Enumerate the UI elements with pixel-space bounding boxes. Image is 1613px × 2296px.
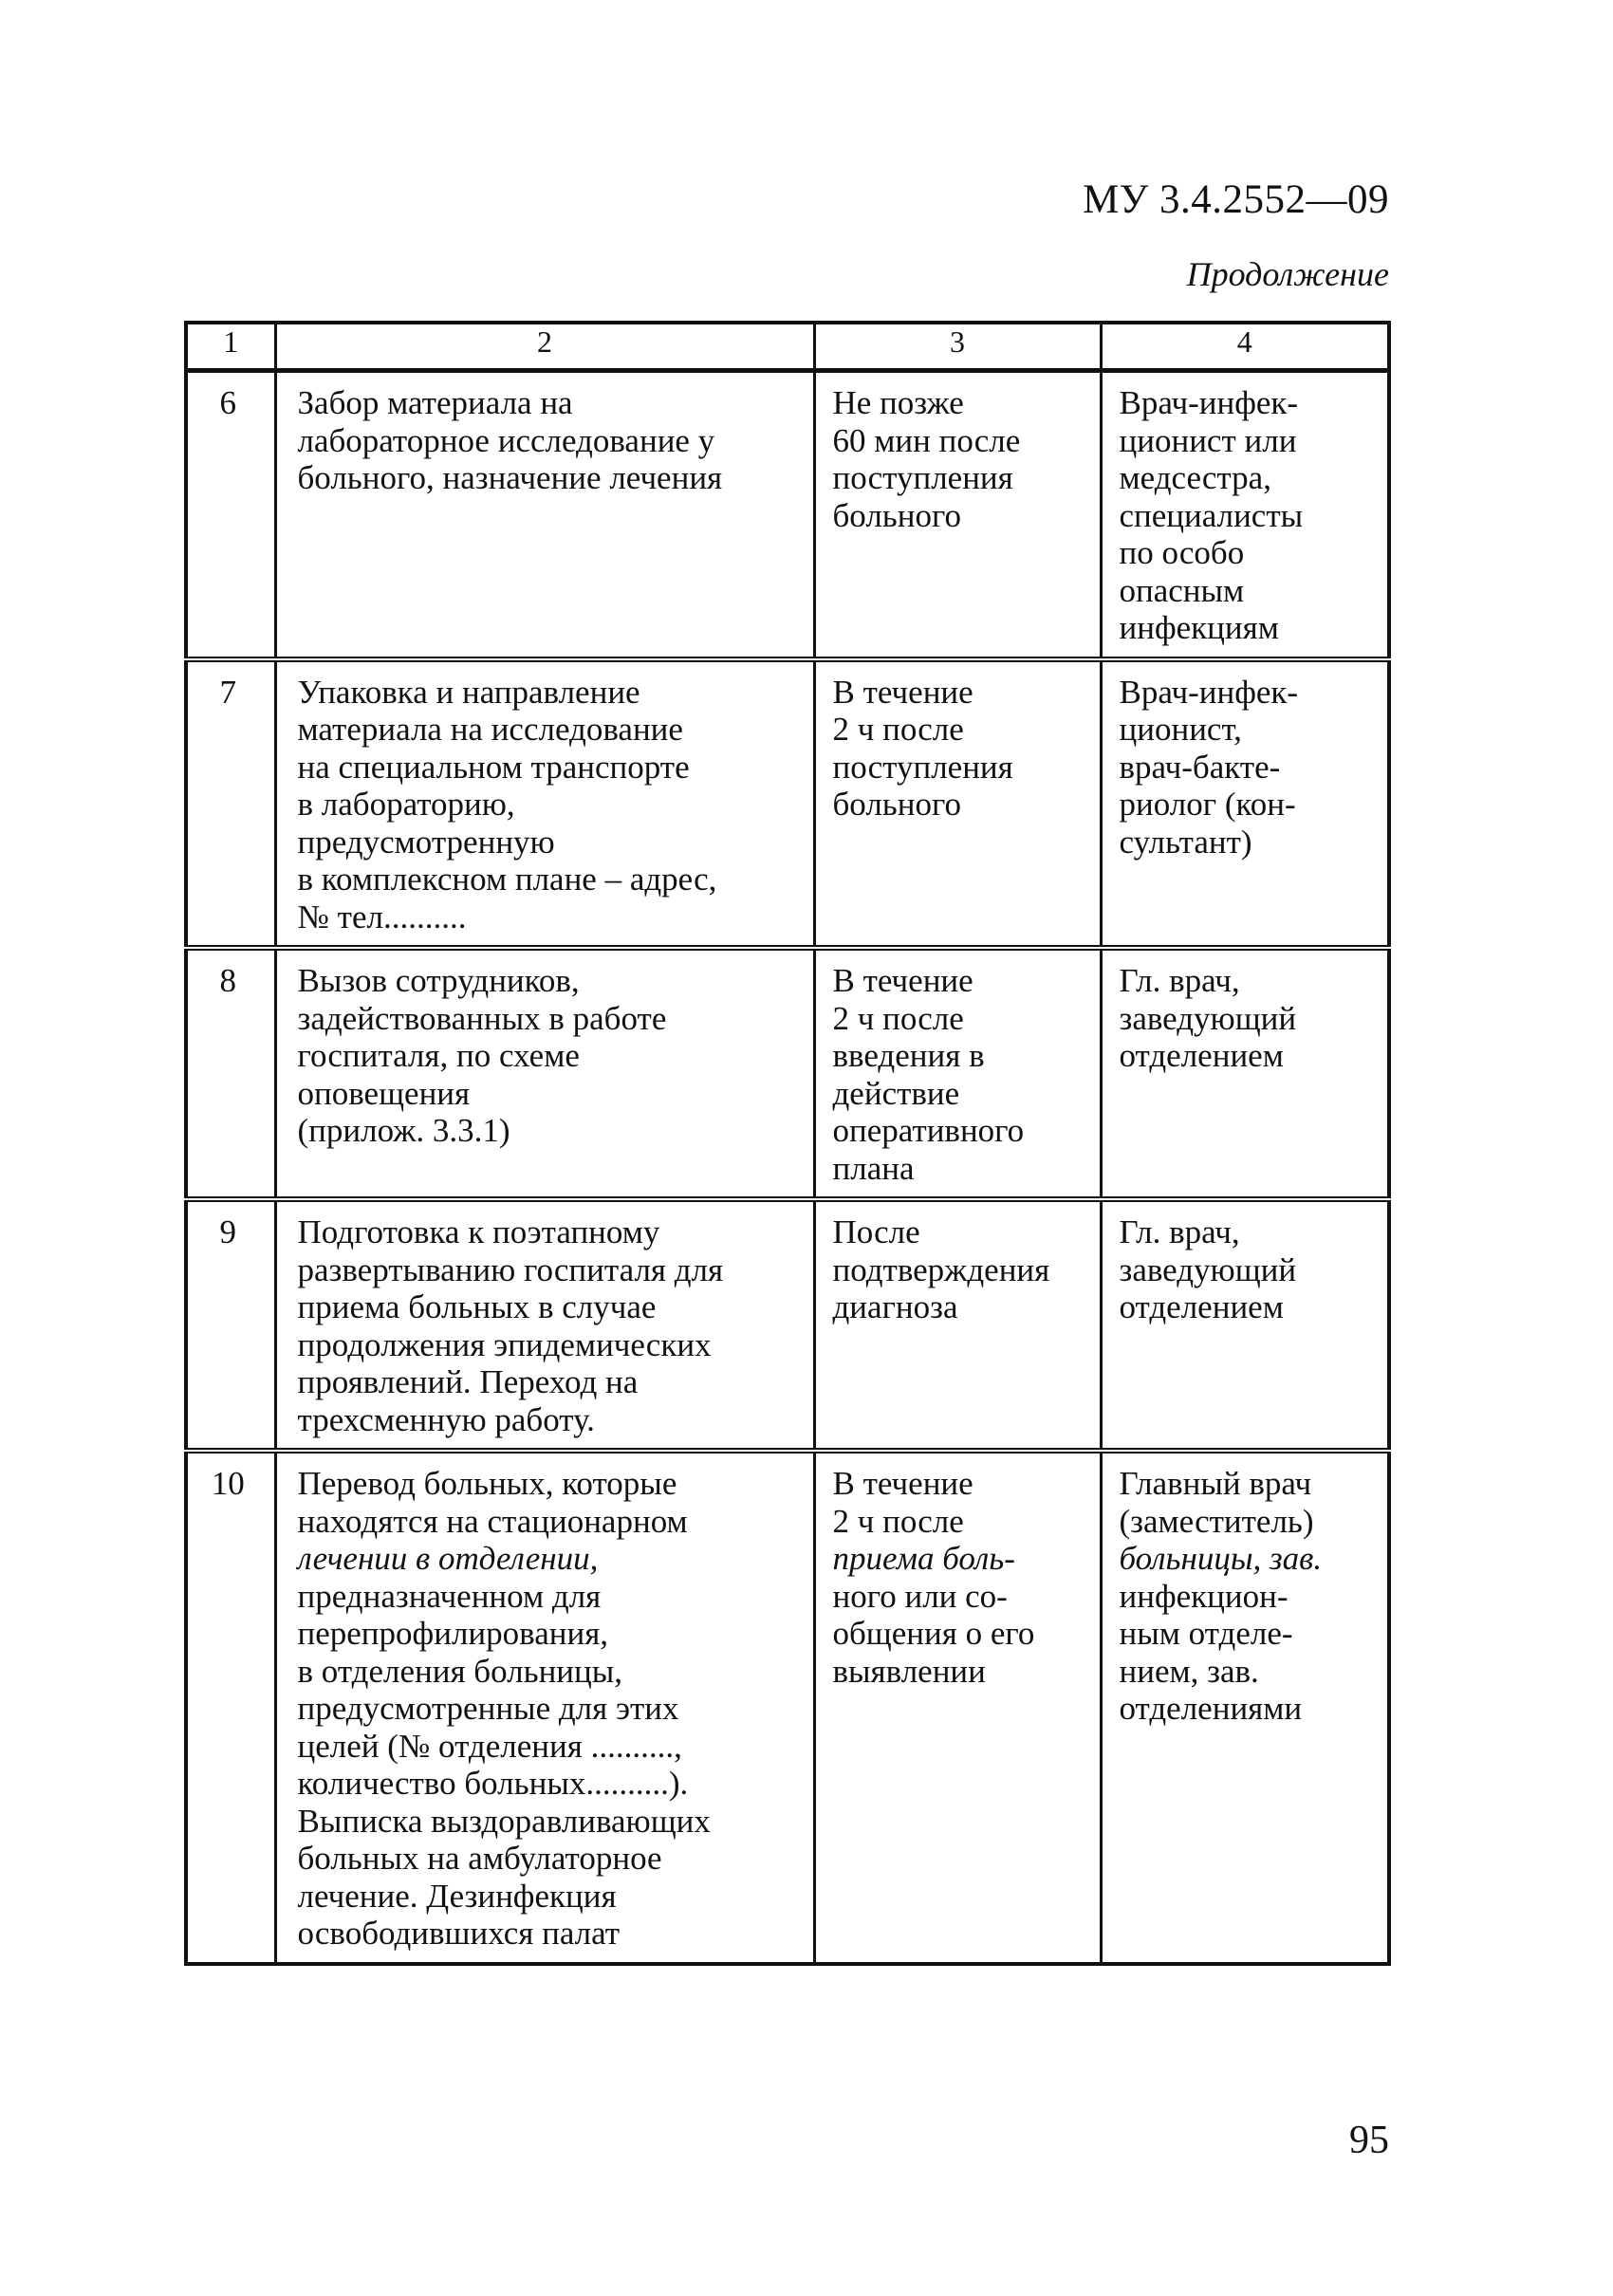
action-cell-line: перепрофилирования, bbox=[297, 1615, 609, 1652]
responsible-cell-line: Гл. врач, bbox=[1119, 962, 1240, 999]
responsible-cell-line: заведующий bbox=[1119, 1250, 1297, 1288]
timing-cell-line: В течение bbox=[832, 1465, 973, 1502]
responsible-cell-line: медсестра, bbox=[1119, 459, 1271, 496]
action-cell-line: больного, назначение лечения bbox=[297, 459, 723, 496]
responsible-cell-line: ным отделе- bbox=[1119, 1615, 1293, 1652]
responsible-cell-line: сультант) bbox=[1119, 823, 1252, 861]
timing-cell-line: оперативного bbox=[832, 1112, 1025, 1149]
table-body bbox=[186, 371, 1389, 1964]
timing-cell-line: 60 мин после bbox=[832, 421, 1021, 459]
action-cell-line: (прилож. 3.3.1) bbox=[297, 1112, 510, 1149]
responsible-cell-line: Гл. врач, bbox=[1119, 1213, 1240, 1250]
column-header-2: 2 bbox=[275, 323, 814, 371]
action-cell bbox=[275, 1199, 814, 1451]
table-row bbox=[186, 948, 1389, 1199]
timing-cell-line: приема боль- bbox=[832, 1540, 1015, 1577]
responsible-cell-line: ционист, bbox=[1119, 711, 1242, 748]
table-header bbox=[186, 323, 1389, 371]
action-cell-line: предусмотренные для этих bbox=[297, 1690, 679, 1727]
timing-cell-line: плана bbox=[832, 1149, 915, 1187]
table-row bbox=[186, 1199, 1389, 1451]
header-row bbox=[186, 323, 1389, 371]
responsible-cell-line: по особо bbox=[1119, 534, 1245, 571]
responsible-cell-line: отделением bbox=[1119, 1037, 1284, 1074]
action-cell-line: на специальном транспорте bbox=[297, 748, 690, 786]
action-cell-line: в отделения больницы, bbox=[297, 1652, 623, 1690]
action-cell bbox=[275, 948, 814, 1199]
timing-cell-line: больного bbox=[832, 496, 961, 534]
responsible-cell bbox=[1101, 659, 1389, 949]
measures-table-container bbox=[184, 321, 1387, 1966]
column-header-4: 4 bbox=[1101, 323, 1389, 371]
timing-cell-line: 2 ч после bbox=[832, 999, 964, 1037]
timing-cell-line: действие bbox=[832, 1074, 960, 1112]
action-cell-line: лабораторное исследование у bbox=[297, 421, 715, 459]
responsible-cell-line: врач-бакте- bbox=[1119, 748, 1281, 786]
responsible-cell-line: заведующий bbox=[1119, 999, 1297, 1037]
responsible-cell-line: нием, зав. bbox=[1119, 1652, 1259, 1690]
action-cell-line: Перевод больных, которые bbox=[297, 1465, 677, 1502]
action-cell-line: № тел.......... bbox=[297, 898, 467, 935]
responsible-cell-line: риолог (кон- bbox=[1119, 786, 1296, 823]
timing-cell bbox=[814, 371, 1101, 659]
column-header-1: 1 bbox=[186, 323, 275, 371]
action-cell-line: развертыванию госпиталя для bbox=[297, 1250, 724, 1288]
responsible-cell-line: специалисты bbox=[1119, 496, 1304, 534]
responsible-cell-line: больницы, зав. bbox=[1119, 1540, 1323, 1577]
action-cell-line: количество больных..........). bbox=[297, 1765, 689, 1802]
action-cell-line: в комплексном плане – адрес, bbox=[297, 861, 717, 898]
action-cell-line: в лабораторию, bbox=[297, 786, 515, 823]
action-cell-line: лечении в отделении, bbox=[297, 1540, 599, 1577]
timing-cell-line: диагноза bbox=[832, 1288, 958, 1325]
action-cell bbox=[275, 1451, 814, 1964]
action-cell bbox=[275, 371, 814, 659]
action-cell-line: продолжения эпидемических bbox=[297, 1325, 712, 1363]
action-cell-line: больных на амбулаторное bbox=[297, 1840, 662, 1877]
action-cell-line: проявлений. Переход на bbox=[297, 1363, 639, 1400]
timing-cell-line: В течение bbox=[832, 962, 973, 999]
action-cell-line: Забор материала на bbox=[297, 384, 573, 421]
timing-cell-line: ного или со- bbox=[832, 1577, 1008, 1615]
action-cell-line: лечение. Дезинфекция bbox=[297, 1877, 617, 1915]
action-cell-line: находятся на стационарном bbox=[297, 1502, 688, 1540]
action-cell-line: предназначенном для bbox=[297, 1577, 602, 1615]
timing-cell-line: Не позже bbox=[832, 384, 964, 421]
continuation-label: Продолжение bbox=[1186, 255, 1389, 293]
column-header-3: 3 bbox=[814, 323, 1101, 371]
timing-cell-line: общения о его bbox=[832, 1615, 1035, 1652]
responsible-cell-line: отделением bbox=[1119, 1288, 1284, 1325]
responsible-cell-line: инфекциям bbox=[1119, 609, 1279, 646]
row-number: 8 bbox=[186, 948, 275, 1199]
timing-cell-line: После bbox=[832, 1213, 920, 1250]
action-cell-line: Подготовка к поэтапному bbox=[297, 1213, 660, 1250]
page-number: 95 bbox=[1349, 2119, 1389, 2162]
row-number: 9 bbox=[186, 1199, 275, 1451]
action-cell-line: предусмотренную bbox=[297, 823, 555, 861]
action-cell-line: госпиталя, по схеме bbox=[297, 1037, 580, 1074]
responsible-cell-line: ционист или bbox=[1119, 421, 1297, 459]
action-cell-line: Вызов сотрудников, bbox=[297, 962, 580, 999]
timing-cell-line: введения в bbox=[832, 1037, 985, 1074]
responsible-cell-line: Врач-инфек- bbox=[1119, 384, 1299, 421]
action-cell-line: целей (№ отделения .........., bbox=[297, 1727, 682, 1765]
responsible-cell bbox=[1101, 1199, 1389, 1451]
action-cell-line: приема больных в случае bbox=[297, 1288, 657, 1325]
timing-cell-line: подтверждения bbox=[832, 1250, 1050, 1288]
timing-cell-line: 2 ч после bbox=[832, 1502, 964, 1540]
timing-cell-line: выявлении bbox=[832, 1652, 986, 1690]
timing-cell bbox=[814, 1199, 1101, 1451]
timing-cell-line: 2 ч после bbox=[832, 711, 964, 748]
responsible-cell-line: отделениями bbox=[1119, 1690, 1303, 1727]
timing-cell-line: поступления bbox=[832, 748, 1013, 786]
responsible-cell-line: Врач-инфек- bbox=[1119, 673, 1299, 711]
responsible-cell-line: инфекцион- bbox=[1119, 1577, 1289, 1615]
row-number: 6 bbox=[186, 371, 275, 659]
action-cell bbox=[275, 659, 814, 949]
responsible-cell bbox=[1101, 1451, 1389, 1964]
timing-cell bbox=[814, 948, 1101, 1199]
table-row bbox=[186, 659, 1389, 949]
action-cell-line: Выписка выздоравливающих bbox=[297, 1802, 711, 1840]
table-row bbox=[186, 1451, 1389, 1964]
row-number: 7 bbox=[186, 659, 275, 949]
responsible-cell bbox=[1101, 371, 1389, 659]
timing-cell-line: больного bbox=[832, 786, 961, 823]
action-cell-line: трехсменную работу. bbox=[297, 1400, 595, 1438]
action-cell-line: Упаковка и направление bbox=[297, 673, 640, 711]
responsible-cell-line: (заместитель) bbox=[1119, 1502, 1314, 1540]
document-code: МУ 3.4.2552—09 bbox=[1083, 177, 1389, 222]
action-cell-line: материала на исследование bbox=[297, 711, 683, 748]
timing-cell bbox=[814, 659, 1101, 949]
row-number: 10 bbox=[186, 1451, 275, 1964]
responsible-cell bbox=[1101, 948, 1389, 1199]
measures-table bbox=[184, 321, 1391, 1966]
table-row bbox=[186, 371, 1389, 659]
timing-cell-line: поступления bbox=[832, 459, 1013, 496]
responsible-cell-line: Главный врач bbox=[1119, 1465, 1312, 1502]
action-cell-line: задействованных в работе bbox=[297, 999, 667, 1037]
action-cell-line: освободившихся палат bbox=[297, 1915, 621, 1952]
timing-cell-line: В течение bbox=[832, 673, 973, 711]
timing-cell bbox=[814, 1451, 1101, 1964]
responsible-cell-line: опасным bbox=[1119, 571, 1245, 609]
action-cell-line: оповещения bbox=[297, 1074, 471, 1112]
